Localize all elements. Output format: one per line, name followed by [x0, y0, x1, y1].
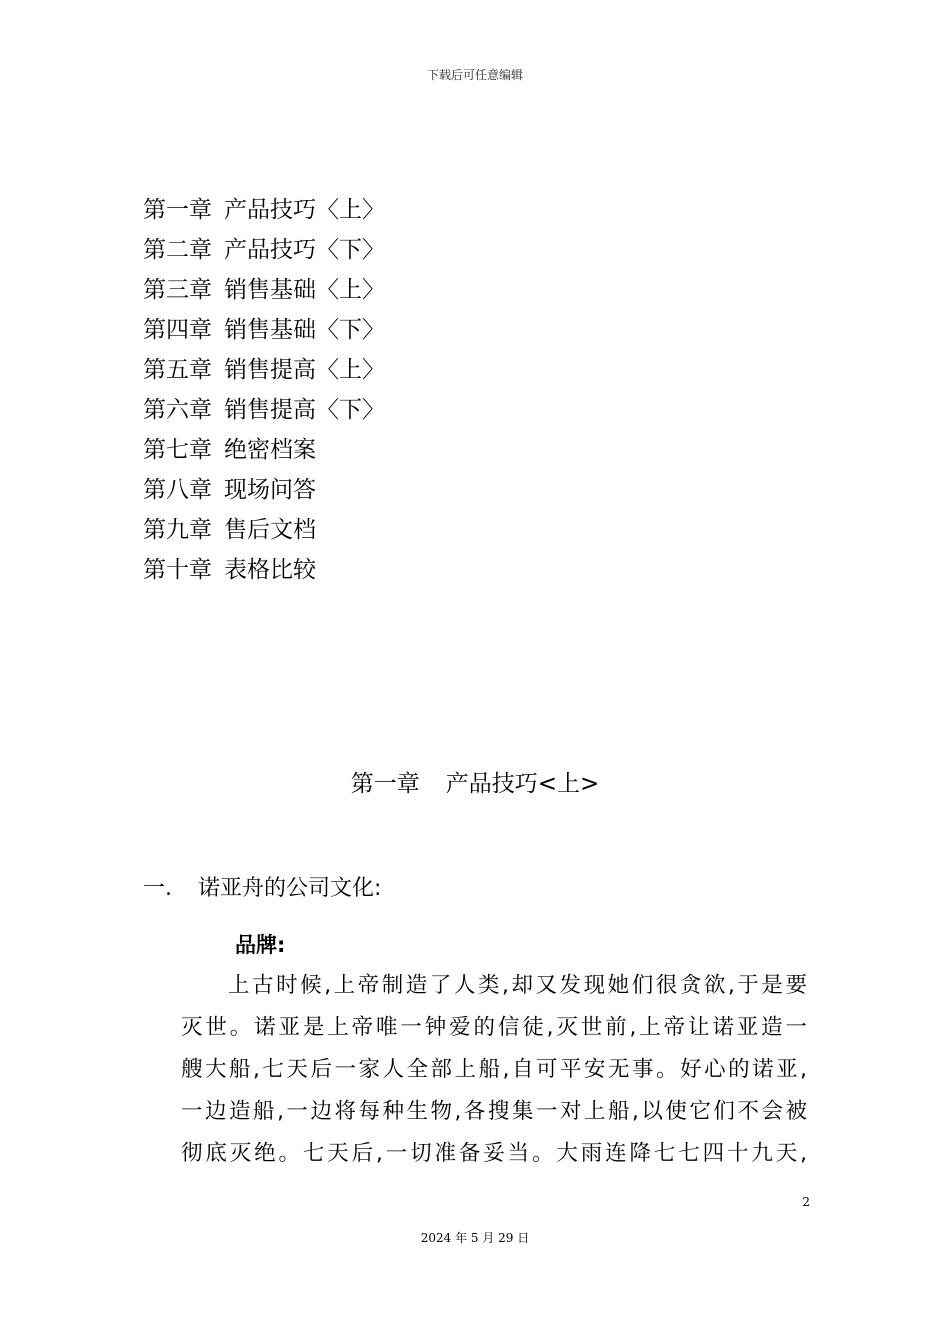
toc-chapter-title: 产品技巧〈上〉	[224, 197, 385, 223]
toc-chapter-title: 销售提高〈下〉	[224, 397, 385, 423]
toc-item	[143, 510, 385, 550]
section-heading	[143, 869, 381, 909]
toc-chapter-title: 销售提高〈上〉	[224, 357, 385, 383]
toc-chapter-title: 现场问答	[224, 477, 316, 503]
toc-item	[143, 270, 385, 310]
paragraph-line: 上古时候,上帝制造了人类,却又发现她们很贪欲,于是要	[228, 973, 807, 998]
body-paragraph	[181, 965, 807, 1175]
paragraph-line: 艘大船,七天后一家人全部上船,自可平安无事。好心的诺亚,	[181, 1057, 807, 1082]
toc-chapter-number: 第七章	[143, 437, 212, 463]
toc-chapter-title: 绝密档案	[224, 437, 316, 463]
paragraph-line: 灭世。诺亚是上帝唯一钟爱的信徒,灭世前,上帝让诺亚造一	[181, 1015, 807, 1040]
toc-item	[143, 230, 385, 270]
toc-chapter-title: 产品技巧〈下〉	[224, 237, 385, 263]
chapter-heading-title: 产品技巧<上>	[445, 771, 600, 797]
toc-chapter-number: 第四章	[143, 317, 212, 343]
toc-item	[143, 310, 385, 350]
toc-chapter-title: 售后文档	[224, 517, 316, 543]
paragraph-line: 一边造船,一边将每种生物,各搜集一对上船,以使它们不会被	[181, 1099, 807, 1124]
toc-item	[143, 350, 385, 390]
toc-item	[143, 550, 385, 590]
toc-chapter-title: 销售基础〈下〉	[224, 317, 385, 343]
chapter-heading	[0, 764, 950, 804]
toc-chapter-number: 第一章	[143, 197, 212, 223]
footer-date: 2024 年 5 月 29 日	[420, 1231, 530, 1245]
toc-chapter-number: 第八章	[143, 477, 212, 503]
chapter-heading-number: 第一章	[350, 771, 420, 797]
toc-chapter-number: 第二章	[143, 237, 212, 263]
toc-chapter-title: 销售基础〈上〉	[224, 277, 385, 303]
toc-chapter-number: 第六章	[143, 397, 212, 423]
toc-chapter-number: 第三章	[143, 277, 212, 303]
header-note: 下载后可任意编辑	[426, 68, 523, 82]
sub-heading: 品牌:	[235, 933, 286, 957]
toc-chapter-number: 第九章	[143, 517, 212, 543]
table-of-contents	[143, 190, 385, 590]
toc-chapter-number: 第五章	[143, 357, 212, 383]
toc-chapter-number: 第十章	[143, 557, 212, 583]
page-number: 2	[802, 1195, 810, 1209]
toc-item	[143, 430, 385, 470]
toc-chapter-title: 表格比较	[224, 557, 316, 583]
toc-item	[143, 190, 385, 230]
paragraph-line: 彻底灭绝。七天后,一切准备妥当。大雨连降七七四十九天,	[181, 1141, 807, 1166]
section-title: 诺亚舟的公司文化:	[198, 876, 382, 901]
toc-item	[143, 470, 385, 510]
section-marker: 一.	[143, 876, 172, 901]
toc-item	[143, 390, 385, 430]
